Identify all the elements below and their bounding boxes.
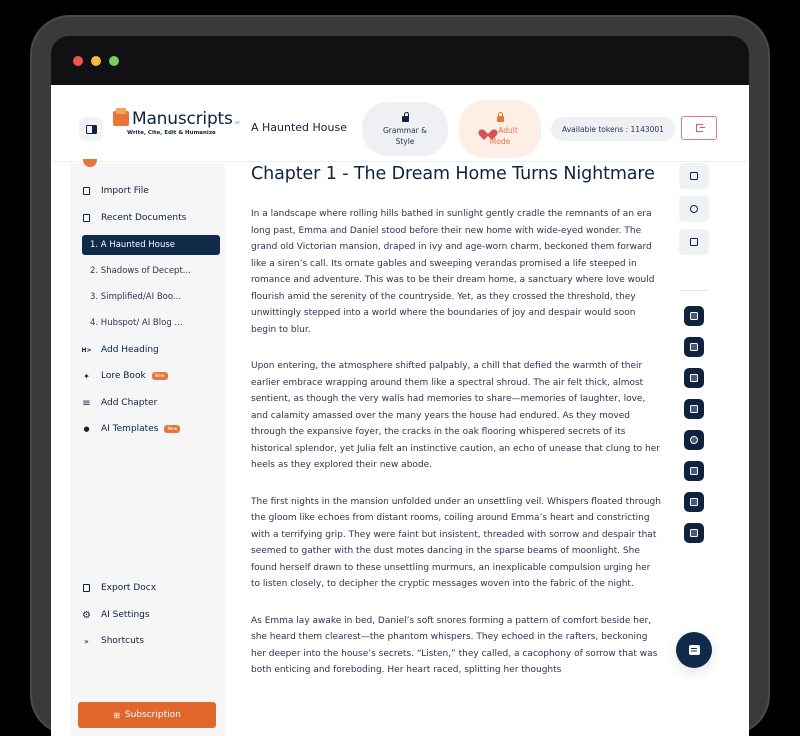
- sidebar-item-add-heading[interactable]: [70, 339, 225, 361]
- available-tokens-badge: Available tokens : 1143001: [551, 117, 675, 141]
- maximize-window-button[interactable]: [109, 56, 119, 66]
- sidebar-item-label: AI Settings: [101, 610, 150, 620]
- gear-icon: ⚙: [82, 609, 91, 621]
- reader-tool-button[interactable]: [684, 399, 704, 419]
- sidebar-panel-icon: [86, 125, 97, 134]
- adult-heart-icon: [482, 125, 494, 136]
- sidebar-item-label: Lore Book: [101, 371, 146, 381]
- chat-bubbles-icon: [690, 436, 698, 444]
- logo-tagline: Write, Cite, Edit & Humanize: [127, 130, 216, 136]
- logout-button[interactable]: [681, 116, 717, 140]
- app-header: [51, 85, 749, 162]
- sidebar-item-label: Recent Documents: [101, 213, 187, 223]
- recent-document-item[interactable]: 3. Simplified/AI Boo...: [90, 292, 182, 302]
- document-title[interactable]: A Haunted House: [251, 121, 348, 134]
- bookmark-button[interactable]: [679, 229, 709, 255]
- translate-tool-button[interactable]: [684, 368, 704, 388]
- new-badge: New: [164, 425, 180, 433]
- browser-window: [51, 36, 749, 736]
- manuscript-logo-icon: [113, 111, 129, 126]
- sidebar-item-label: Import File: [101, 186, 149, 196]
- sidebar-item-label: Shortcuts: [101, 636, 145, 646]
- subscription-button[interactable]: [78, 702, 216, 728]
- heading-icon: H>: [81, 346, 92, 354]
- unlock-icon: [402, 116, 409, 122]
- sidebar-item-add-chapter[interactable]: [70, 392, 225, 414]
- rewrite-icon: [690, 312, 698, 320]
- recent-document-item[interactable]: 4. Hubspot/ AI Blog ...: [90, 318, 183, 328]
- text-format-tool-button[interactable]: [684, 337, 704, 357]
- paragraph[interactable]: In a landscape where rolling hills bathed in sunlight gently cradle the remnants of an era long past, Emma and Daniel stood before their new home with wide-eyed wonder. The grand old Victorian mansion, draped in ivy and age-worn charm, beckoned them forward like a siren’s call. Its ornate gables and sweeping verandas promised a life steeped in romance and adventure. This was to be their dream home, a sanctuary where love would flourish amid the serenity of the countryside. Yet, as they crossed the threshold, they unwittingly stepped into a world where the boundaries of joy and despair would soon begin to blur.: [251, 209, 655, 335]
- calendar-tool-button[interactable]: [684, 523, 704, 543]
- chapter-title[interactable]: Chapter 1 - The Dream Home Turns Nightmare: [251, 164, 655, 184]
- adult-label-line2: Mode: [489, 136, 511, 146]
- location-pin-icon: ●: [83, 425, 90, 433]
- recent-document-item[interactable]: 2. Shadows of Decept...: [90, 266, 191, 276]
- sidebar-item-label: Export Docx: [101, 583, 157, 593]
- lock-icon: [497, 116, 504, 122]
- image-text-icon: [690, 467, 698, 475]
- sidebar-item-lore-book[interactable]: [70, 365, 225, 387]
- paragraph[interactable]: Upon entering, the atmosphere shifted palpably, a chill that defied the warmth of their earlier embrace wrapping around them like a spectral shroud. The air felt thick, almost sentient, as though the very walls had memories to share—memories of laughter, love, and calamity amassed over the many years the house had endured. As they moved through the expansive foyer, the cracks in the oak flooring whispered secrets of its historical splendor, yet Julia felt an instinctive caution, an echo of unease that clung to her heels as they explored their new abode.: [251, 361, 660, 470]
- logout-icon: [696, 124, 703, 132]
- calendar-icon: [690, 529, 698, 537]
- subscription-label: Subscription: [124, 710, 181, 720]
- bookmark-icon: [690, 238, 698, 246]
- reader-icon: [690, 405, 698, 413]
- sidebar-item-label: AI Templates: [101, 424, 159, 434]
- image-text-tool-button[interactable]: [684, 461, 704, 481]
- history-icon: [690, 205, 698, 213]
- document-list-icon: [82, 214, 91, 223]
- translate-icon: [690, 374, 698, 382]
- paragraph[interactable]: As Emma lay awake in bed, Daniel’s soft snores forming a pattern of comfort beside her, she heard them clearest—the phantom whispers. They echoed in the rafters, beckoning her deeper into the house’s secrets. “Listen,” they called, a cacophony of sorrow that was both enticing and foreboding. Her heart raced, splitting her thoughts: [251, 615, 658, 675]
- history-button[interactable]: [679, 196, 709, 222]
- adult-mode-button[interactable]: [459, 100, 541, 158]
- chat-button[interactable]: [676, 632, 712, 668]
- editor-content[interactable]: [251, 163, 661, 736]
- sidebar-item-label: Add Chapter: [101, 398, 158, 408]
- text-format-icon: [690, 343, 698, 351]
- file-import-icon: [82, 187, 91, 196]
- rewrite-tool-button[interactable]: [684, 306, 704, 326]
- sidebar-item-label: Add Heading: [101, 345, 159, 355]
- sidebar-item-ai-settings[interactable]: [70, 604, 225, 626]
- grammar-style-button[interactable]: [362, 102, 448, 156]
- sidebar-item-recent-documents[interactable]: [70, 207, 225, 229]
- new-badge: New: [152, 372, 168, 380]
- settings-sliders-tool-button[interactable]: [684, 492, 704, 512]
- subscription-icon: ⊞: [113, 710, 120, 720]
- grammar-label-line2: Style: [395, 136, 415, 146]
- list-icon: ≡: [82, 397, 91, 409]
- grammar-label-line1: Grammar &: [382, 125, 427, 135]
- sidebar-item-export-docx[interactable]: [70, 577, 225, 599]
- shortcut-icon: »: [84, 636, 89, 646]
- close-window-button[interactable]: [73, 56, 83, 66]
- sidebar-item-ai-templates[interactable]: [70, 418, 225, 440]
- app: [51, 85, 749, 736]
- chat-bubbles-tool-button[interactable]: [684, 430, 704, 450]
- save-button[interactable]: [679, 163, 709, 189]
- recent-document-item[interactable]: 1. A Haunted House: [82, 235, 220, 255]
- sidebar-toggle-button[interactable]: [79, 117, 103, 141]
- sidebar: [70, 163, 225, 736]
- logo-suffix: .ai: [233, 120, 240, 126]
- window-titlebar: [51, 36, 749, 85]
- sidebar-top-indicator: [83, 159, 97, 167]
- chat-icon: [689, 645, 700, 655]
- save-icon: [690, 172, 698, 180]
- adult-label-line1: Adult: [498, 125, 518, 135]
- app-logo[interactable]: [113, 109, 240, 136]
- sidebar-item-import-file[interactable]: [70, 180, 225, 202]
- sparkle-icon: ✦: [83, 371, 90, 381]
- export-icon: [82, 584, 91, 593]
- toolbar-divider: [681, 290, 707, 291]
- sidebar-item-shortcuts[interactable]: [70, 630, 225, 652]
- logo-name: Manuscripts: [132, 109, 233, 129]
- minimize-window-button[interactable]: [91, 56, 101, 66]
- sliders-icon: [690, 498, 698, 506]
- paragraph[interactable]: The first nights in the mansion unfolded under an unsettling veil. Whispers floated through the gloom like echoes from distant rooms, coiling around Emma’s heart and constricting with a terrifying grip. They were faint but insistent, threaded with sorrow and despair that seemed to gather with the dust motes dancing in the sparse beams of moonlight. She found herself drawn to these unsettling murmurs, an inexplicable compulsion urging her to listen closely, to decipher the cryptic messages woven into the fabric of the night.: [251, 496, 661, 589]
